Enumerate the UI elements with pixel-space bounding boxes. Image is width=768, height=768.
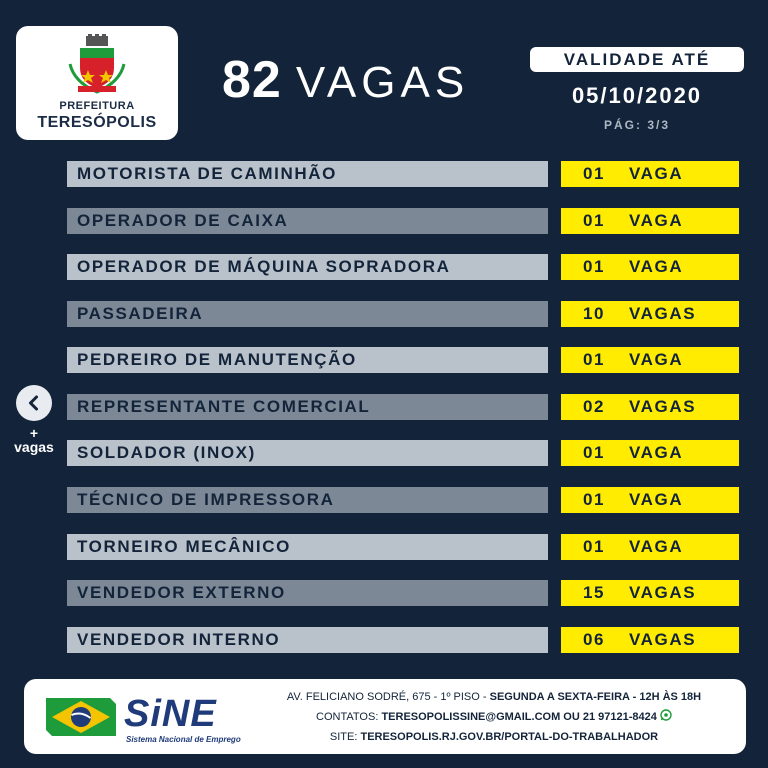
- job-unit: VAGA: [629, 490, 684, 509]
- job-unit: VAGAS: [629, 630, 697, 649]
- footer-contacts-line: [254, 707, 734, 727]
- job-count-badge: [561, 440, 739, 466]
- job-row: [67, 580, 739, 606]
- job-row: [67, 534, 739, 560]
- job-count: 01: [583, 490, 606, 509]
- job-row: [67, 394, 739, 420]
- job-row: [67, 208, 739, 234]
- footer-site-line: [254, 727, 734, 747]
- job-unit: VAGA: [629, 164, 684, 183]
- job-count: 01: [583, 164, 606, 183]
- footer-panel: [24, 679, 746, 754]
- footer-address: AV. FELICIANO SODRÉ, 675 - 1º PISO -: [286, 691, 487, 703]
- job-unit: VAGAS: [629, 397, 697, 416]
- job-count-badge: [561, 254, 739, 280]
- brazil-flag-icon: [42, 692, 120, 742]
- footer-contacts-label: CONTATOS:: [316, 711, 379, 723]
- job-count: 06: [583, 630, 606, 649]
- job-count: 01: [583, 350, 606, 369]
- headline-number: 82: [222, 51, 282, 109]
- job-title: VENDEDOR EXTERNO: [67, 580, 548, 606]
- job-row: [67, 440, 739, 466]
- job-count-badge: [561, 627, 739, 653]
- job-title: TORNEIRO MECÂNICO: [67, 534, 548, 560]
- job-row: [67, 161, 739, 187]
- job-count-badge: [561, 301, 739, 327]
- job-title: VENDEDOR INTERNO: [67, 627, 548, 653]
- validity-label: VALIDADE ATÉ: [530, 47, 744, 72]
- job-count: 01: [583, 537, 606, 556]
- previous-page-button[interactable]: [16, 385, 52, 421]
- more-text: vagas: [14, 439, 54, 455]
- job-title: REPRESENTANTE COMERCIAL: [67, 394, 548, 420]
- job-row: [67, 301, 739, 327]
- footer-hours: SEGUNDA A SEXTA-FEIRA - 12H ÀS 18H: [489, 691, 702, 703]
- job-count-badge: [561, 580, 739, 606]
- footer-site-label: SITE:: [329, 731, 358, 743]
- job-unit: VAGA: [629, 443, 684, 462]
- headline-word: VAGAS: [295, 58, 470, 107]
- logo-prefeitura-text: PREFEITURA: [59, 100, 135, 112]
- job-unit: VAGA: [629, 257, 684, 276]
- job-count-badge: [561, 347, 739, 373]
- footer-contacts-value[interactable]: TERESOPOLISSINE@GMAIL.COM OU 21 97121-8424: [381, 711, 657, 723]
- job-title: SOLDADOR (INOX): [67, 440, 548, 466]
- footer-address-line: [254, 687, 734, 707]
- job-count: 01: [583, 443, 606, 462]
- job-title: OPERADOR DE MÁQUINA SOPRADORA: [67, 254, 548, 280]
- job-unit: VAGA: [629, 537, 684, 556]
- job-row: [67, 487, 739, 513]
- chevron-left-icon: [25, 394, 43, 412]
- page-indicator: PÁG: 3/3: [603, 118, 670, 132]
- logo-city-text: TERESÓPOLIS: [37, 114, 157, 131]
- sine-brand: SiNE: [124, 693, 217, 735]
- more-jobs-label[interactable]: [4, 426, 64, 454]
- job-count-badge: [561, 394, 739, 420]
- job-count: 01: [583, 257, 606, 276]
- job-count-badge: [561, 534, 739, 560]
- validity-date: 05/10/2020: [571, 83, 703, 108]
- job-count-badge: [561, 487, 739, 513]
- job-title: TÉCNICO DE IMPRESSORA: [67, 487, 548, 513]
- job-count: 01: [583, 211, 606, 230]
- job-row: [67, 347, 739, 373]
- city-crest-icon: [66, 34, 128, 96]
- job-unit: VAGAS: [629, 304, 697, 323]
- job-unit: VAGA: [629, 350, 684, 369]
- job-count-badge: [561, 208, 739, 234]
- job-row: [67, 627, 739, 653]
- job-title: PEDREIRO DE MANUTENÇÃO: [67, 347, 548, 373]
- whatsapp-icon: [660, 709, 672, 721]
- job-unit: VAGAS: [629, 583, 697, 602]
- job-row: [67, 254, 739, 280]
- prefeitura-logo: [16, 26, 178, 140]
- headline: [222, 50, 469, 110]
- job-count-badge: [561, 161, 739, 187]
- job-title: MOTORISTA DE CAMINHÃO: [67, 161, 548, 187]
- more-plus: +: [29, 425, 39, 441]
- job-title: OPERADOR DE CAIXA: [67, 208, 548, 234]
- sine-logo: [42, 689, 241, 745]
- job-count: 10: [583, 304, 606, 323]
- job-title: PASSADEIRA: [67, 301, 548, 327]
- footer-contact-info: [254, 687, 734, 747]
- job-count: 15: [583, 583, 606, 602]
- job-count: 02: [583, 397, 606, 416]
- footer-site-link[interactable]: TERESOPOLIS.RJ.GOV.BR/PORTAL-DO-TRABALHADOR: [360, 731, 659, 743]
- sine-brand-subtitle: Sistema Nacional de Emprego: [126, 735, 241, 744]
- job-unit: VAGA: [629, 211, 684, 230]
